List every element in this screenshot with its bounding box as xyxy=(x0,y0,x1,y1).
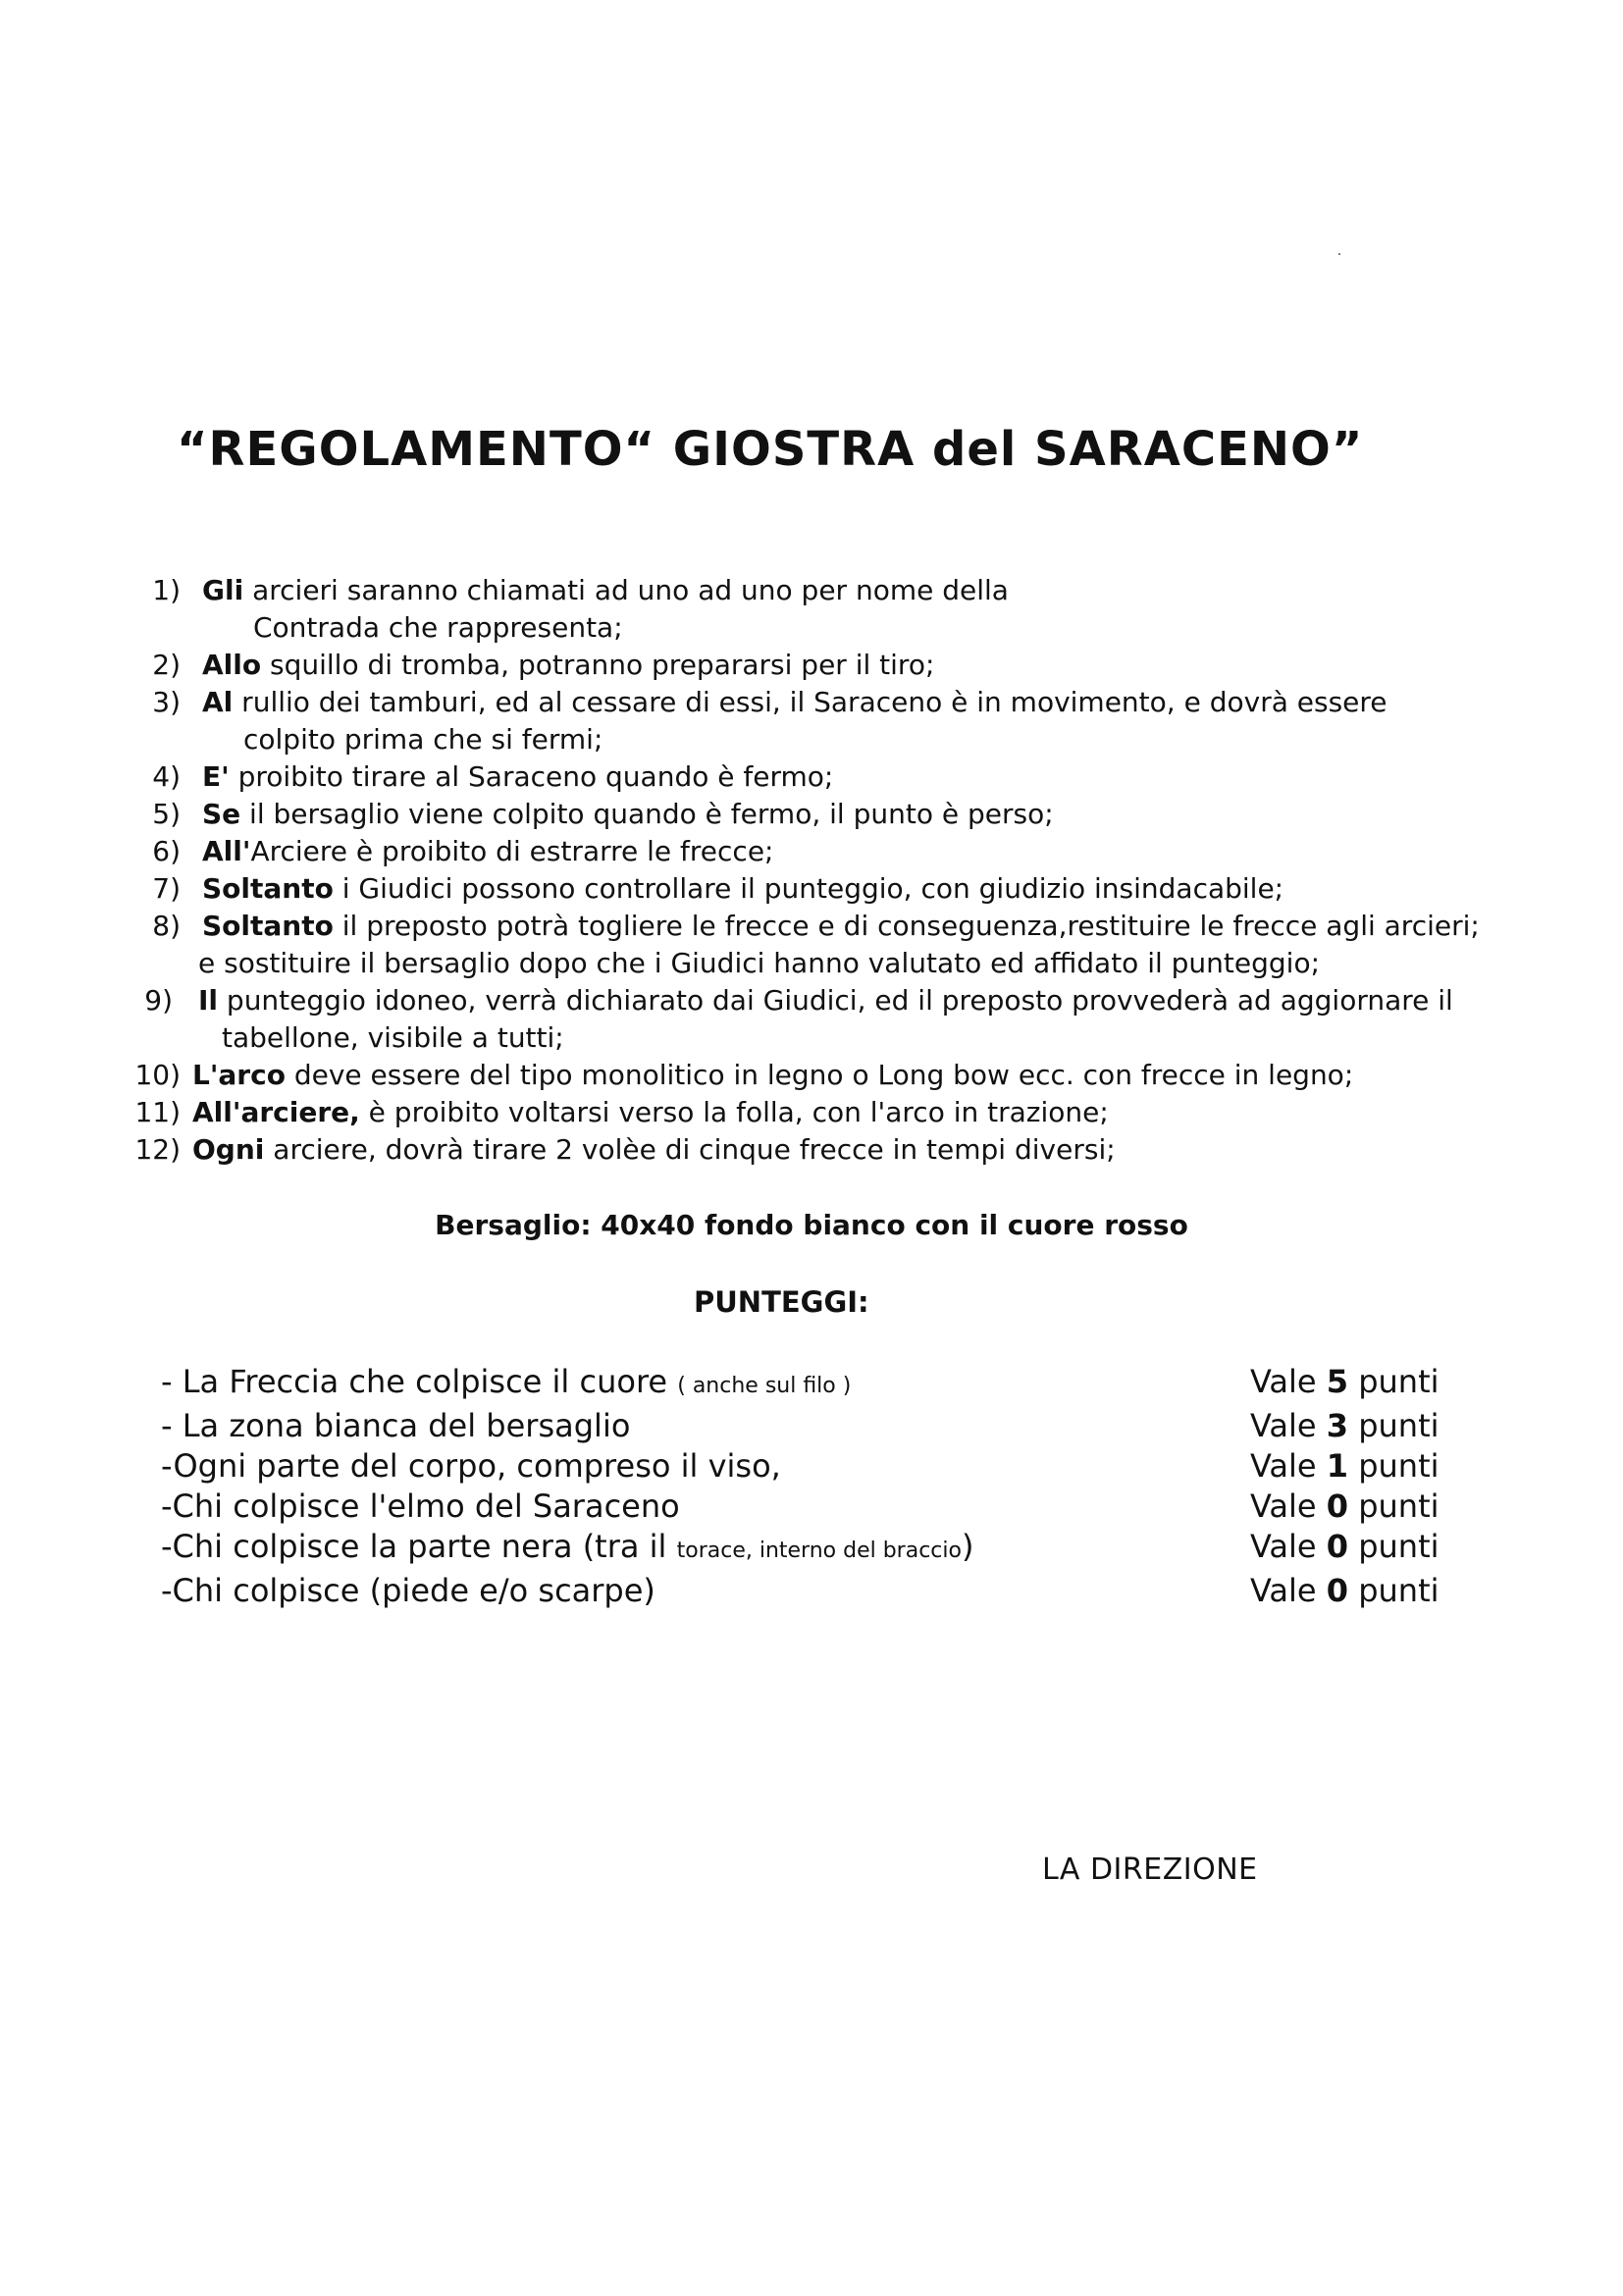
rule-text: L'arco deve essere del tipo monolitico in legno o Long bow ecc. con frecce in legno; xyxy=(192,1059,1354,1091)
score-description: -Chi colpisce l'elmo del Saraceno xyxy=(161,1487,680,1525)
rule-number: 9) xyxy=(144,984,173,1017)
rule-number: 10) xyxy=(134,1059,181,1091)
rule-text: E' proibito tirare al Saraceno quando è fermo; xyxy=(202,760,834,793)
rule-lead-word: Soltanto xyxy=(202,910,334,942)
rule-lead-word: Se xyxy=(202,798,241,830)
score-value: Vale 5 punti xyxy=(1250,1363,1440,1400)
score-note: ( anche sul filo ) xyxy=(677,1374,852,1398)
rule-text: Se il bersaglio viene colpito quando è fermo, il punto è perso; xyxy=(202,798,1054,830)
rule-text: Ogni arciere, dovrà tirare 2 volèe di cinque frecce in tempi diversi; xyxy=(192,1133,1116,1166)
rule-number: 8) xyxy=(152,910,181,942)
signature: LA DIREZIONE xyxy=(1042,1852,1258,1887)
rule-lead-word: Il xyxy=(198,984,219,1017)
rule-text: Contrada che rappresenta; xyxy=(253,611,623,644)
rule-number: 6) xyxy=(152,835,181,867)
rule-lead-word: All' xyxy=(202,835,251,867)
rule-text: tabellone, visibile a tutti; xyxy=(222,1021,564,1054)
score-points: 5 xyxy=(1326,1363,1349,1400)
score-description: - La zona bianca del bersaglio xyxy=(161,1407,631,1444)
rule-text: Soltanto il preposto potrà togliere le frecce e di conseguenza,restituire le frecce agli arcieri; xyxy=(202,910,1480,942)
rule-number: 12) xyxy=(134,1133,181,1166)
rule-number: 7) xyxy=(152,872,181,905)
score-points: 1 xyxy=(1326,1447,1349,1485)
scan-speck xyxy=(1338,253,1340,255)
rule-lead-word: L'arco xyxy=(192,1059,286,1091)
rule-number: 11) xyxy=(134,1096,181,1128)
score-value: Vale 0 punti xyxy=(1250,1572,1440,1609)
score-value: Vale 0 punti xyxy=(1250,1487,1440,1525)
rule-number: 2) xyxy=(152,649,181,681)
rule-lead-word: Gli xyxy=(202,574,244,606)
score-value: Vale 0 punti xyxy=(1250,1528,1440,1565)
rule-text: Soltanto i Giudici possono controllare il punteggio, con giudizio insindacabile; xyxy=(202,872,1284,905)
rule-text: Gli arcieri saranno chiamati ad uno ad uno per nome della xyxy=(202,574,1009,606)
score-description: - La Freccia che colpisce il cuore ( anche sul filo ) xyxy=(161,1363,852,1400)
score-points: 0 xyxy=(1326,1487,1349,1525)
rule-lead-word: Ogni xyxy=(192,1133,265,1166)
rule-text: colpito prima che si fermi; xyxy=(243,723,603,756)
rule-text: Il punteggio idoneo, verrà dichiarato dai Giudici, ed il preposto provvederà ad aggiornare il xyxy=(198,984,1453,1017)
score-description: -Ogni parte del corpo, compreso il viso, xyxy=(161,1447,781,1485)
score-value: Vale 1 punti xyxy=(1250,1447,1440,1485)
rule-number: 4) xyxy=(152,760,181,793)
rule-text: All'Arciere è proibito di estrarre le frecce; xyxy=(202,835,774,867)
rule-text: Al rullio dei tamburi, ed al cessare di essi, il Saraceno è in movimento, e dovrà essere xyxy=(202,686,1387,718)
score-description: -Chi colpisce (piede e/o scarpe) xyxy=(161,1572,655,1609)
target-description xyxy=(0,1209,1623,1241)
page-title: “REGOLAMENTO“ GIOSTRA del SARACENO” xyxy=(177,422,1364,477)
score-description: -Chi colpisce la parte nera (tra il torace, interno del braccio) xyxy=(161,1528,974,1565)
rule-text: All'arciere, è proibito voltarsi verso la folla, con l'arco in trazione; xyxy=(192,1096,1109,1128)
rule-lead-word: Al xyxy=(202,686,234,718)
rule-text: e sostituire il bersaglio dopo che i Giudici hanno valutato ed affidato il punteggio; xyxy=(198,947,1321,979)
score-row xyxy=(161,1487,1446,1527)
rule-number: 5) xyxy=(152,798,181,830)
score-points: 3 xyxy=(1326,1407,1349,1444)
score-note: torace, interno del braccio xyxy=(676,1539,962,1563)
score-row xyxy=(161,1362,1446,1406)
rule-number: 3) xyxy=(152,686,181,718)
rule-lead-word: E' xyxy=(202,760,230,793)
rule-number: 1) xyxy=(152,574,181,606)
score-points: 0 xyxy=(1326,1572,1349,1609)
rule-text: Allo squillo di tromba, potranno prepararsi per il tiro; xyxy=(202,649,935,681)
score-row xyxy=(161,1527,1446,1571)
target-text: Bersaglio: 40x40 fondo bianco con il cuore rosso xyxy=(435,1209,1188,1241)
score-row xyxy=(161,1571,1446,1611)
rule-lead-word: All'arciere, xyxy=(192,1096,360,1128)
score-value: Vale 3 punti xyxy=(1250,1407,1440,1444)
scores-heading: PUNTEGGI: xyxy=(694,1285,869,1319)
rule-lead-word: Soltanto xyxy=(202,872,334,905)
score-row xyxy=(161,1446,1446,1487)
rule-lead-word: Allo xyxy=(202,649,262,681)
scores-table xyxy=(161,1362,1446,1611)
score-points: 0 xyxy=(1326,1528,1349,1565)
score-row xyxy=(161,1406,1446,1446)
